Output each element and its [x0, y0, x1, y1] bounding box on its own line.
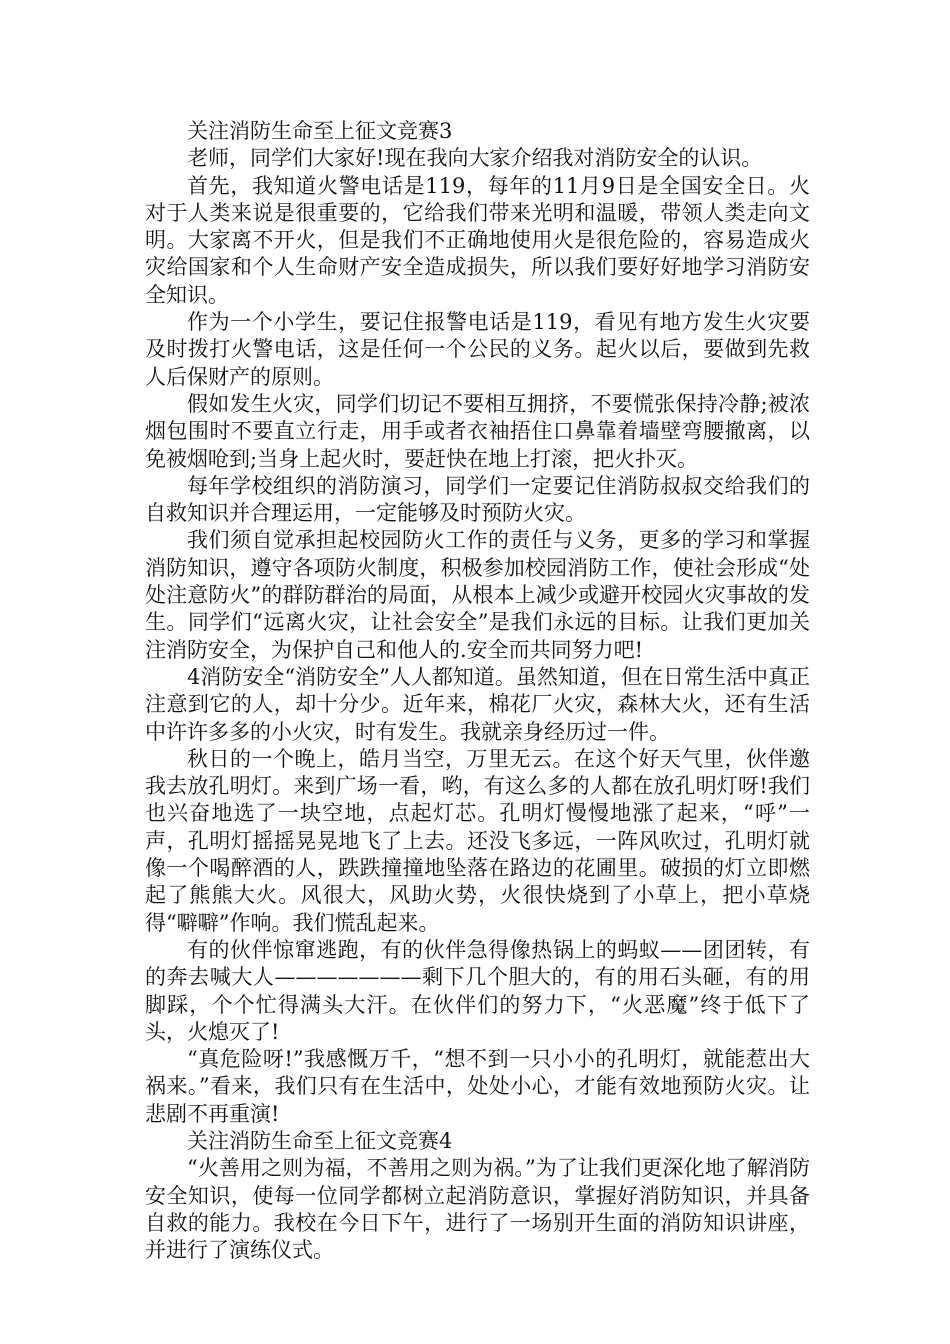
paragraph-essay-4-intro: 4消防安全“消防安全”人人都知道。虽然知道，但在日常生活中真正注意到它的人，却十分少。近年来，棉花厂火灾，森林大火，还有生活中许许多多的小火灾，时有发生。我就亲身经历过一件。	[145, 664, 810, 744]
paragraph-fire-drill: 每年学校组织的消防演习，同学们一定要记住消防叔叔交给我们的自救知识并合理运用，一定能够及时预防火灾。	[145, 473, 810, 526]
paragraph-greeting: 老师，同学们大家好!现在我向大家介绍我对消防安全的认识。	[187, 146, 763, 171]
essay-heading-3: 关注消防生命至上征文竞赛3	[187, 119, 453, 143]
paragraph-student-duty: 作为一个小学生，要记住报警电话是119，看见有地方发生火灾要及时拨打火警电话，这是任何一个公民的义务。起火以后，要做到先救人后保财产的原则。	[145, 310, 810, 389]
essay-heading-4: 关注消防生命至上征文竞赛4	[187, 1128, 453, 1153]
paragraph-escape-tips: 假如发生火灾，同学们切记不要相互拥挤，不要慌张保持冷静;被浓烟包围时不要直立行走，用手或者衣袖捂住口鼻靠着墙壁弯腰撤离，以免被烟呛到;当身上起火时，要赶快在地上打滚，把火扑灭。	[145, 391, 810, 471]
paragraph-fire-lecture: “火善用之则为福，不善用之则为祸。”为了让我们更深化地了解消防安全知识，使每一位同学都树立起消防意识，掌握好消防知识，并具备自救的能力。我校在今日下午，进行了一场别开生面的消防知识讲座，并进行了演练仪式。	[145, 1156, 810, 1263]
paragraph-fire-phone: 首先，我知道火警电话是119，每年的11月9日是全国安全日。火对于人类来说是很重要的，它给我们带来光明和温暖，带领人类走向文明。大家离不开火，但是我们不正确地使用火是很危险的，容易造成火灾给国家和个人生命财产安全造成损失，所以我们要好好地学习消防安全知识。	[145, 173, 810, 307]
paragraph-reflection: “真危险呀!”我感慨万千，“想不到一只小小的孔明灯，就能惹出大祸来。”看来，我们只有在生活中，处处小心，才能有效地预防火灾。让悲剧不再重演!	[145, 1047, 810, 1126]
paragraph-campus-fire: 我们须自觉承担起校园防火工作的责任与义务，更多的学习和掌握消防知识，遵守各项防火制度，积极参加校园消防工作，使社会形成“处处注意防火”的群防群治的局面，从根本上减少或避开校园火灾事故的发生。同学们“远离火灾，让社会安全”是我们永远的目标。让我们更加关注消防安全，为保护自己和他人的.安全而共同努力吧!	[145, 528, 810, 662]
paragraph-sky-lantern: 秋日的一个晚上，皓月当空，万里无云。在这个好天气里，伙伴邀我去放孔明灯。来到广场一看，哟，有这么多的人都在放孔明灯呀!我们也兴奋地选了一块空地，点起灯芯。孔明灯慢慢地涨了起来，“呼”一声，孔明灯摇摇晃晃地飞了上去。还没飞多远，一阵风吹过，孔明灯就像一个喝醉酒的人，跌跌撞撞地坠落在路边的花圃里。破损的灯立即燃起了熊熊大火。风很大，风助火势，火很快烧到了小草上，把小草烧得“噼噼”作响。我们慌乱起来。	[145, 746, 810, 935]
document-page	[145, 118, 810, 1264]
paragraph-putting-out-fire: 有的伙伴惊窜逃跑，有的伙伴急得像热锅上的蚂蚁——团团转，有的奔去喊大人———————剩下几个胆大的，有的用石头砸，有的用脚踩，个个忙得满头大汗。在伙伴们的努力下，“火恶魔”终于低下了头，火熄灭了!	[145, 937, 810, 1044]
